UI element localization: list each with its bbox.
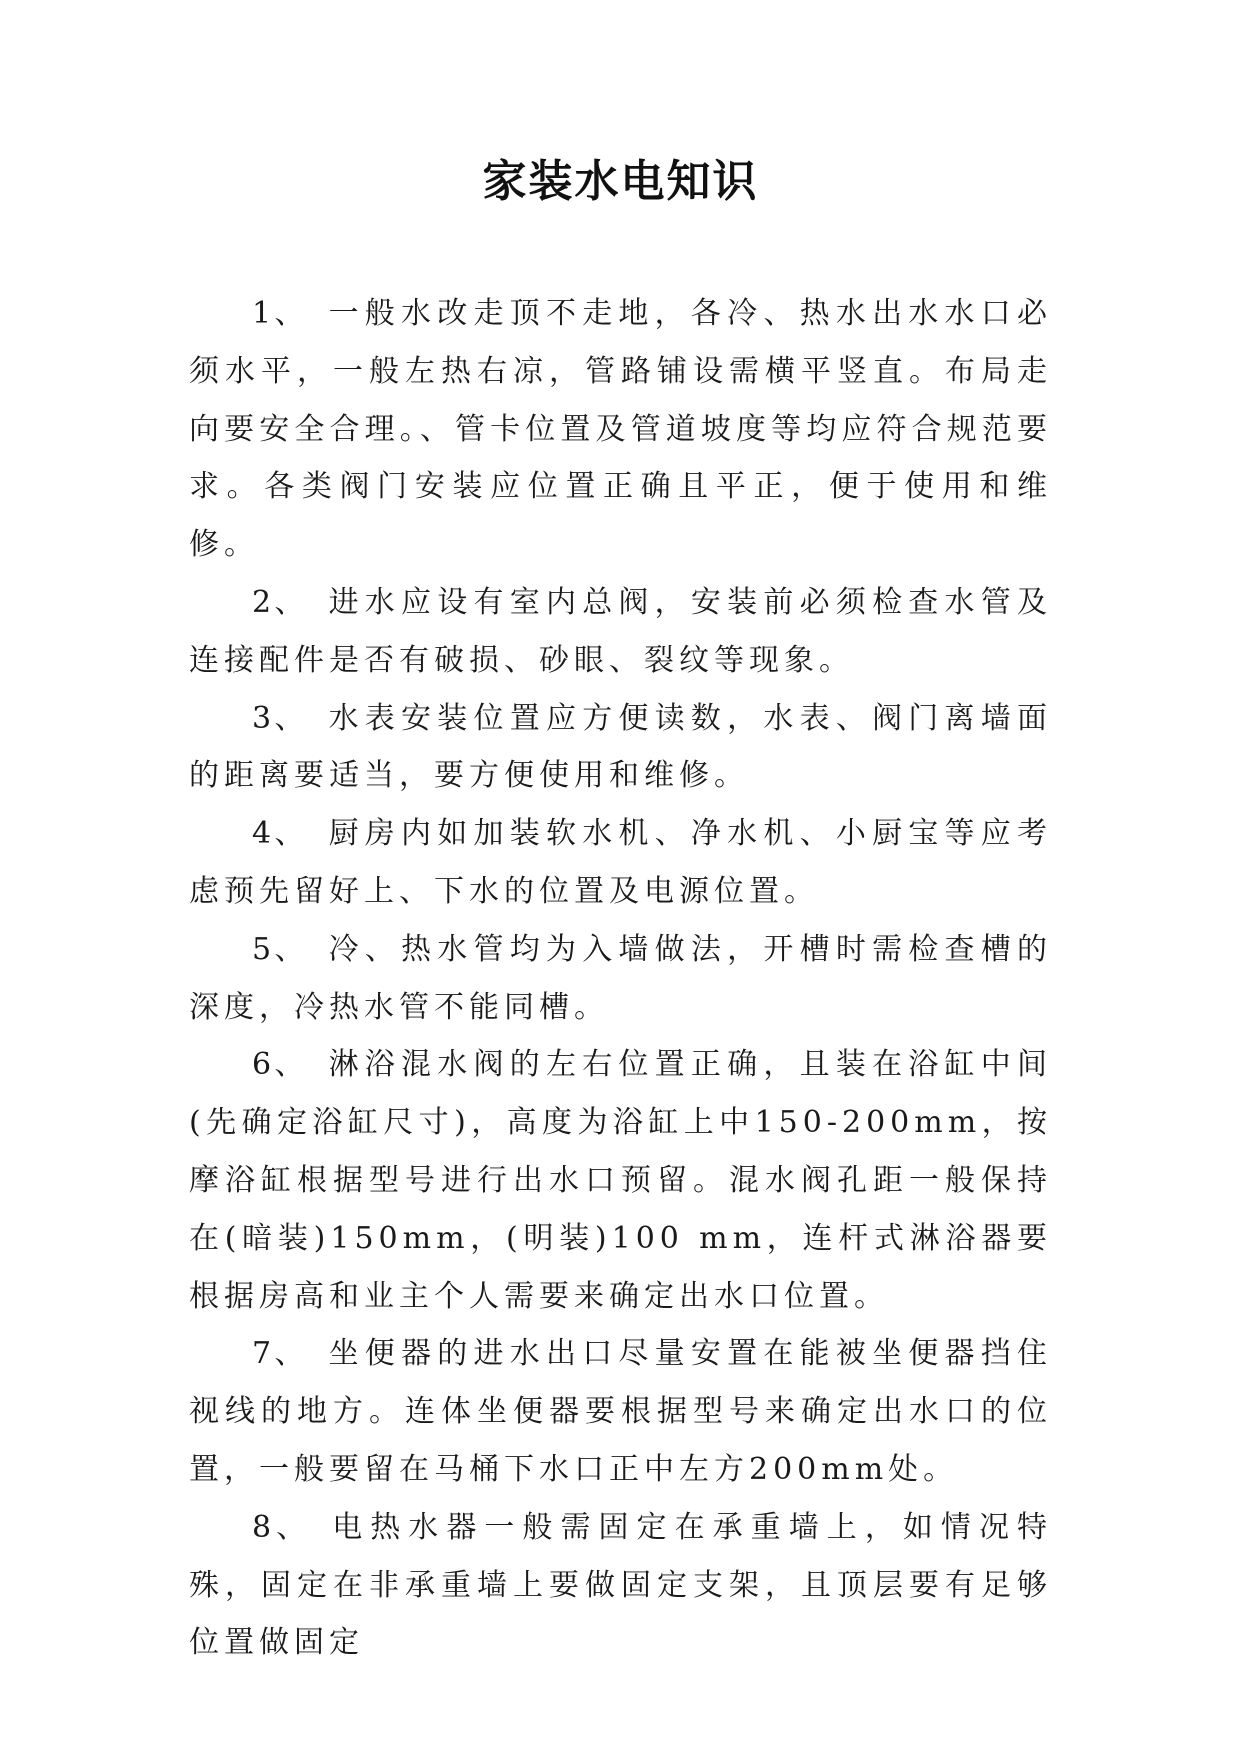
paragraph-text: 坐便器的进水出口尽量安置在能被坐便器挡住视线的地方。连体坐便器要根据型号来确定出水口的位置，一般要留在马桶下水口正中左方200mm处。 [189, 1336, 1053, 1487]
paragraph-8 [189, 1499, 1052, 1672]
paragraph-separator: 、 [273, 816, 311, 852]
paragraph-text: 水表安装位置应方便读数，水表、阀门离墙面的距离要适当，要方便使用和维修。 [189, 700, 1053, 794]
document-body [189, 285, 1052, 1672]
paragraph-7 [189, 1325, 1052, 1498]
paragraph-number: 7 [252, 1336, 274, 1372]
paragraph-text: 淋浴混水阀的左右位置正确，且装在浴缸中间(先确定浴缸尺寸)，高度为浴缸上中150-200mm，按摩浴缸根据型号进行出水口预留。混水阀孔距一般保持在(暗装)150mm，(明装)100 mm，连杆式淋浴器要根据房高和业主个人需要来确定出水口位置。 [189, 1047, 1053, 1314]
paragraph-2 [189, 574, 1052, 690]
paragraph-separator: 、 [273, 700, 311, 736]
paragraph-text: 电热水器一般需固定在承重墙上，如情况特殊，固定在非承重墙上要做固定支架，且顶层要有足够位置做固定 [189, 1509, 1053, 1661]
paragraph-number: 8 [252, 1509, 274, 1545]
paragraph-separator: 、 [273, 1509, 315, 1545]
paragraph-number: 5 [252, 931, 274, 967]
paragraph-text: 冷、热水管均为入墙做法，开槽时需检查槽的深度，冷热水管不能同槽。 [189, 931, 1053, 1025]
paragraph-4 [189, 805, 1052, 921]
paragraph-separator: 、 [273, 584, 311, 620]
paragraph-6 [189, 1036, 1052, 1325]
paragraph-number: 2 [252, 584, 274, 620]
paragraph-separator: 、 [273, 931, 311, 967]
paragraph-separator: 、 [273, 296, 311, 331]
paragraph-separator: 、 [273, 1336, 311, 1372]
paragraph-5 [189, 921, 1052, 1037]
paragraph-separator: 、 [273, 1047, 311, 1083]
paragraph-1 [189, 285, 1052, 574]
paragraph-3 [189, 690, 1052, 806]
paragraph-text: 一般水改走顶不走地，各冷、热水出水水口必须水平，一般左热右凉，管路铺设需横平竖直。布局走向要安全合理。、管卡位置及管道坡度等均应符合规范要求。各类阀门安装应位置正确且平正，便于使用和维修。 [189, 296, 1053, 563]
paragraph-number: 6 [252, 1047, 274, 1083]
paragraph-text: 厨房内如加装软水机、净水机、小厨宝等应考虑预先留好上、下水的位置及电源位置。 [189, 816, 1053, 909]
paragraph-number: 4 [252, 816, 274, 852]
document-title: 家装水电知识 [482, 156, 759, 207]
paragraph-number: 3 [252, 700, 274, 736]
paragraph-text: 进水应设有室内总阀，安装前必须检查水管及连接配件是否有破损、砂眼、裂纹等现象。 [189, 584, 1053, 678]
paragraph-number: 1 [252, 296, 274, 331]
